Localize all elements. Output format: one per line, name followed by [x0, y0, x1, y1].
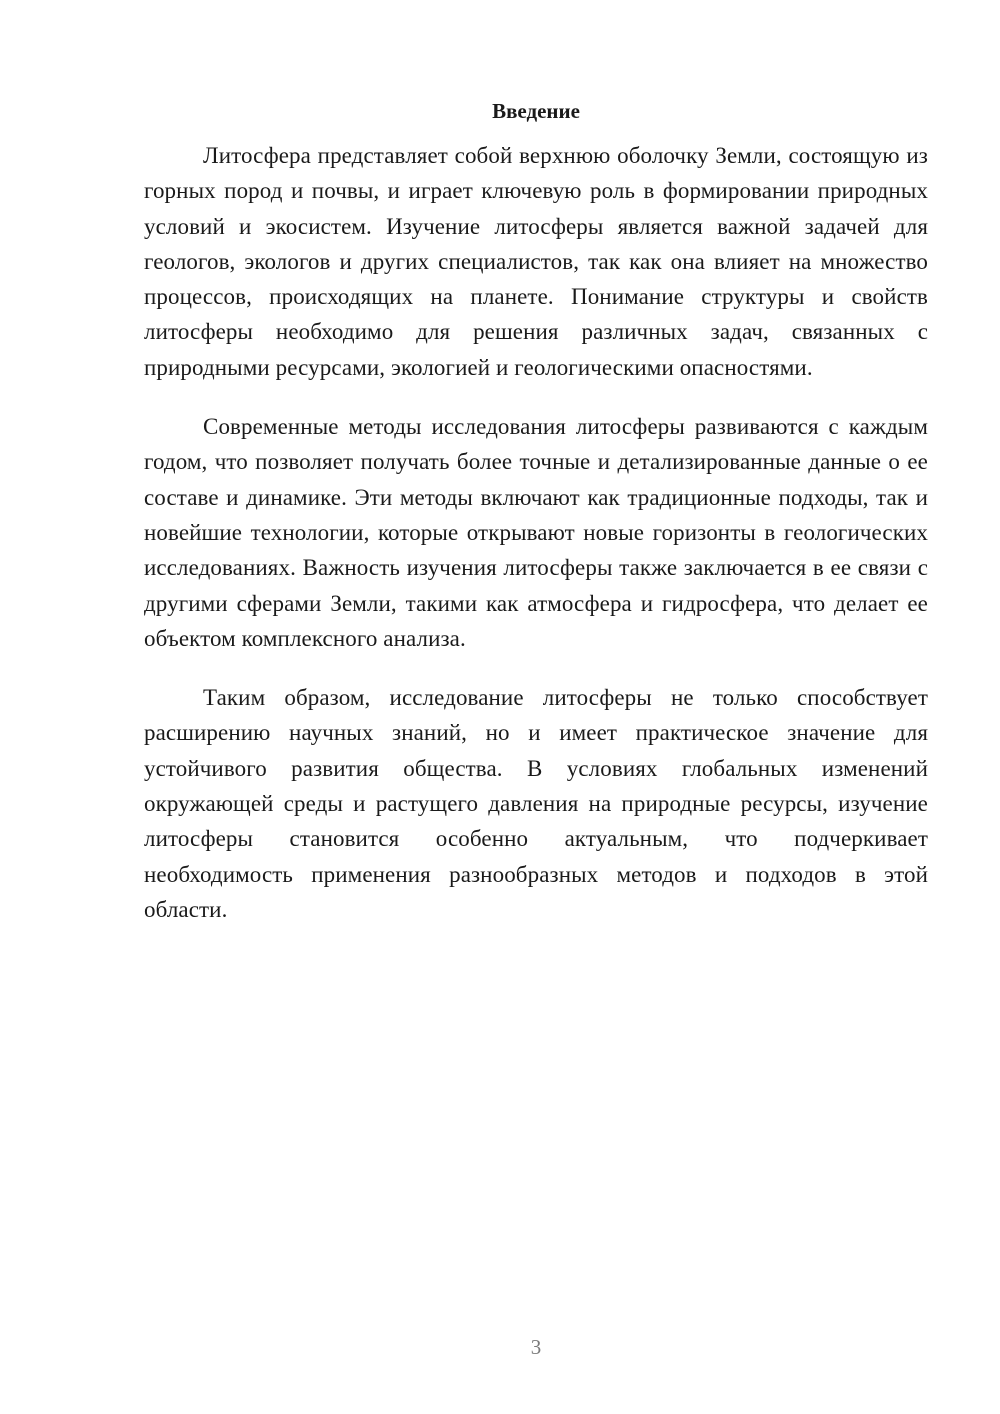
- section-heading: Введение: [492, 99, 580, 123]
- paragraph-1: Литосфера представляет собой верхнюю оболочку Земли, состоящую из горных пород и почвы, и играет ключевую роль в формировании природных условий и экосистем. Изучение литосферы является важной задачей для геологов, экологов и других специалистов, так как она влияет на множество процессов, происходящих на планете. Понимание структуры и свойств литосферы необходимо для решения различных задач, связанных с природными ресурсами, экологией и геологическими опасностями.: [144, 143, 928, 380]
- paragraph-3: Таким образом, исследование литосферы не только способствует расширению научных знаний, но и имеет практическое значение для устойчивого развития общества. В условиях глобальных изменений окружающей среды и растущего давления на природные ресурсы, изучение литосферы становится особенно актуальным, что подчеркивает необходимость применения разнообразных методов и подходов в этой области.: [144, 685, 928, 922]
- page-number: 3: [530, 1335, 542, 1359]
- paragraph-2: Современные методы исследования литосферы развиваются с каждым годом, что позволяет получать более точные и детализированные данные о ее составе и динамике. Эти методы включают как традиционные подходы, так и новейшие технологии, которые открывают новые горизонты в геологических исследованиях. Важность изучения литосферы также заключается в ее связи с другими сферами Земли, такими как атмосфера и гидросфера, что делает ее объектом комплексного анализа.: [144, 414, 928, 651]
- page-content: [144, 96, 928, 951]
